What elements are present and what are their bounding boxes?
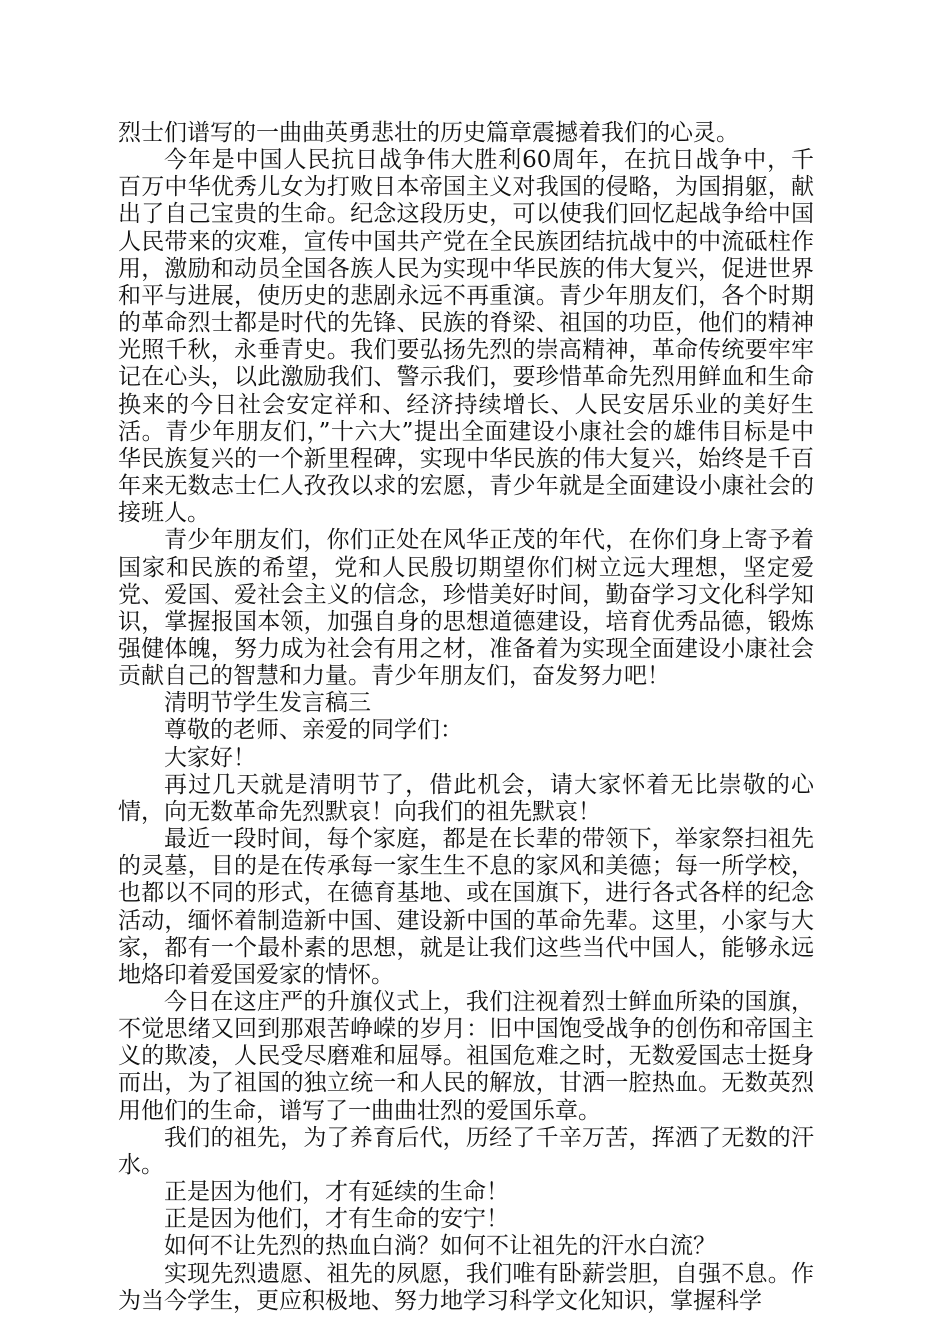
paragraph-13: 如何不让先烈的热血白淌？如何不让祖先的汗水白流？: [164, 1233, 716, 1260]
salutation: 尊敬的老师、亲爱的同学们：: [164, 717, 463, 744]
document-page: [118, 120, 814, 1315]
paragraph-14: 实现先烈遗愿、祖先的夙愿，我们唯有卧薪尝胆，自强不息。作为当今学生，更应积极地、努力地学习科学文化知识，掌握科学: [118, 1260, 814, 1314]
paragraph-3: 青少年朋友们，你们正处在风华正茂的年代，在你们身上寄予着国家和民族的希望，党和人民殷切期望你们树立远大理想，坚定爱党、爱国、爱社会主义的信念，珍惜美好时间，勤奋学习文化科学知识，掌握报国本领，加强自身的思想道德建设，培育优秀品德，锻炼强健体魄，努力成为社会有用之材，准备着为实现全面建设小康社会贡献自己的智慧和力量。青少年朋友们，奋发努力吧！: [118, 527, 814, 690]
paragraph-9: 今日在这庄严的升旗仪式上，我们注视着烈士鲜血所染的国旗，不觉思绪又回到那艰苦峥嵘的岁月：旧中国饱受战争的创伤和帝国主义的欺凌，人民受尽磨难和屈辱。祖国危难之时，无数爱国志士挺身而出，为了祖国的独立统一和人民的解放，甘洒一腔热血。无数英烈用他们的生命，谱写了一曲曲壮烈的爱国乐章。: [118, 989, 814, 1124]
paragraph-2: 今年是中国人民抗日战争伟大胜利60周年，在抗日战争中，千百万中华优秀儿女为打败日本帝国主义对我国的侵略，为国捐躯，献出了自己宝贵的生命。纪念这段历史，可以使我们回忆起战争给中国人民带来的灾难，宣传中国共产党在全民族团结抗战中的中流砥柱作用，激励和动员全国各族人民为实现中华民族的伟大复兴，促进世界和平与进展，使历史的悲剧永远不再重演。青少年朋友们，各个时期的革命烈士都是时代的先锋、民族的脊梁、祖国的功臣，他们的精神光照千秋，永垂青史。我们要弘扬先烈的崇高精神，革命传统要牢牢记在心头，以此激励我们、警示我们，要珍惜革命先烈用鲜血和生命换来的今日社会安定祥和、经济持续增长、人民安居乐业的美好生活。青少年朋友们，”十六大”提出全面建设小康社会的雄伟目标是中华民族复兴的一个新里程碑，实现中华民族的伟大复兴，始终是千百年来无数志士仁人孜孜以求的宏愿，青少年就是全面建设小康社会的接班人。: [118, 147, 814, 527]
greeting: 大家好！: [164, 744, 256, 771]
paragraph-10: 我们的祖先，为了养育后代，历经了千辛万苦，挥洒了无数的汗水。: [118, 1124, 814, 1178]
paragraph-11: 正是因为他们，才有延续的生命！: [164, 1179, 509, 1206]
paragraph-8: 最近一段时间，每个家庭，都是在长辈的带领下，举家祭扫祖先的灵墓，目的是在传承每一家生生不息的家风和美德；每一所学校，也都以不同的形式，在德育基地、或在国旗下，进行各式各样的纪念活动，缅怀着制造新中国、建设新中国的革命先辈。这里，小家与大家，都有一个最朴素的思想，就是让我们这些当代中国人，能够永远地烙印着爱国爱家的情怀。: [118, 826, 814, 988]
section-heading: 清明节学生发言稿三: [164, 690, 371, 717]
paragraph-1: 烈士们谱写的一曲曲英勇悲壮的历史篇章震撼着我们的心灵。: [118, 120, 739, 146]
paragraph-7: 再过几天就是清明节了，借此机会，请大家怀着无比崇敬的心情，向无数革命先烈默哀！向我们的祖先默哀！: [118, 771, 814, 825]
paragraph-12: 正是因为他们，才有生命的安宁！: [164, 1206, 509, 1233]
